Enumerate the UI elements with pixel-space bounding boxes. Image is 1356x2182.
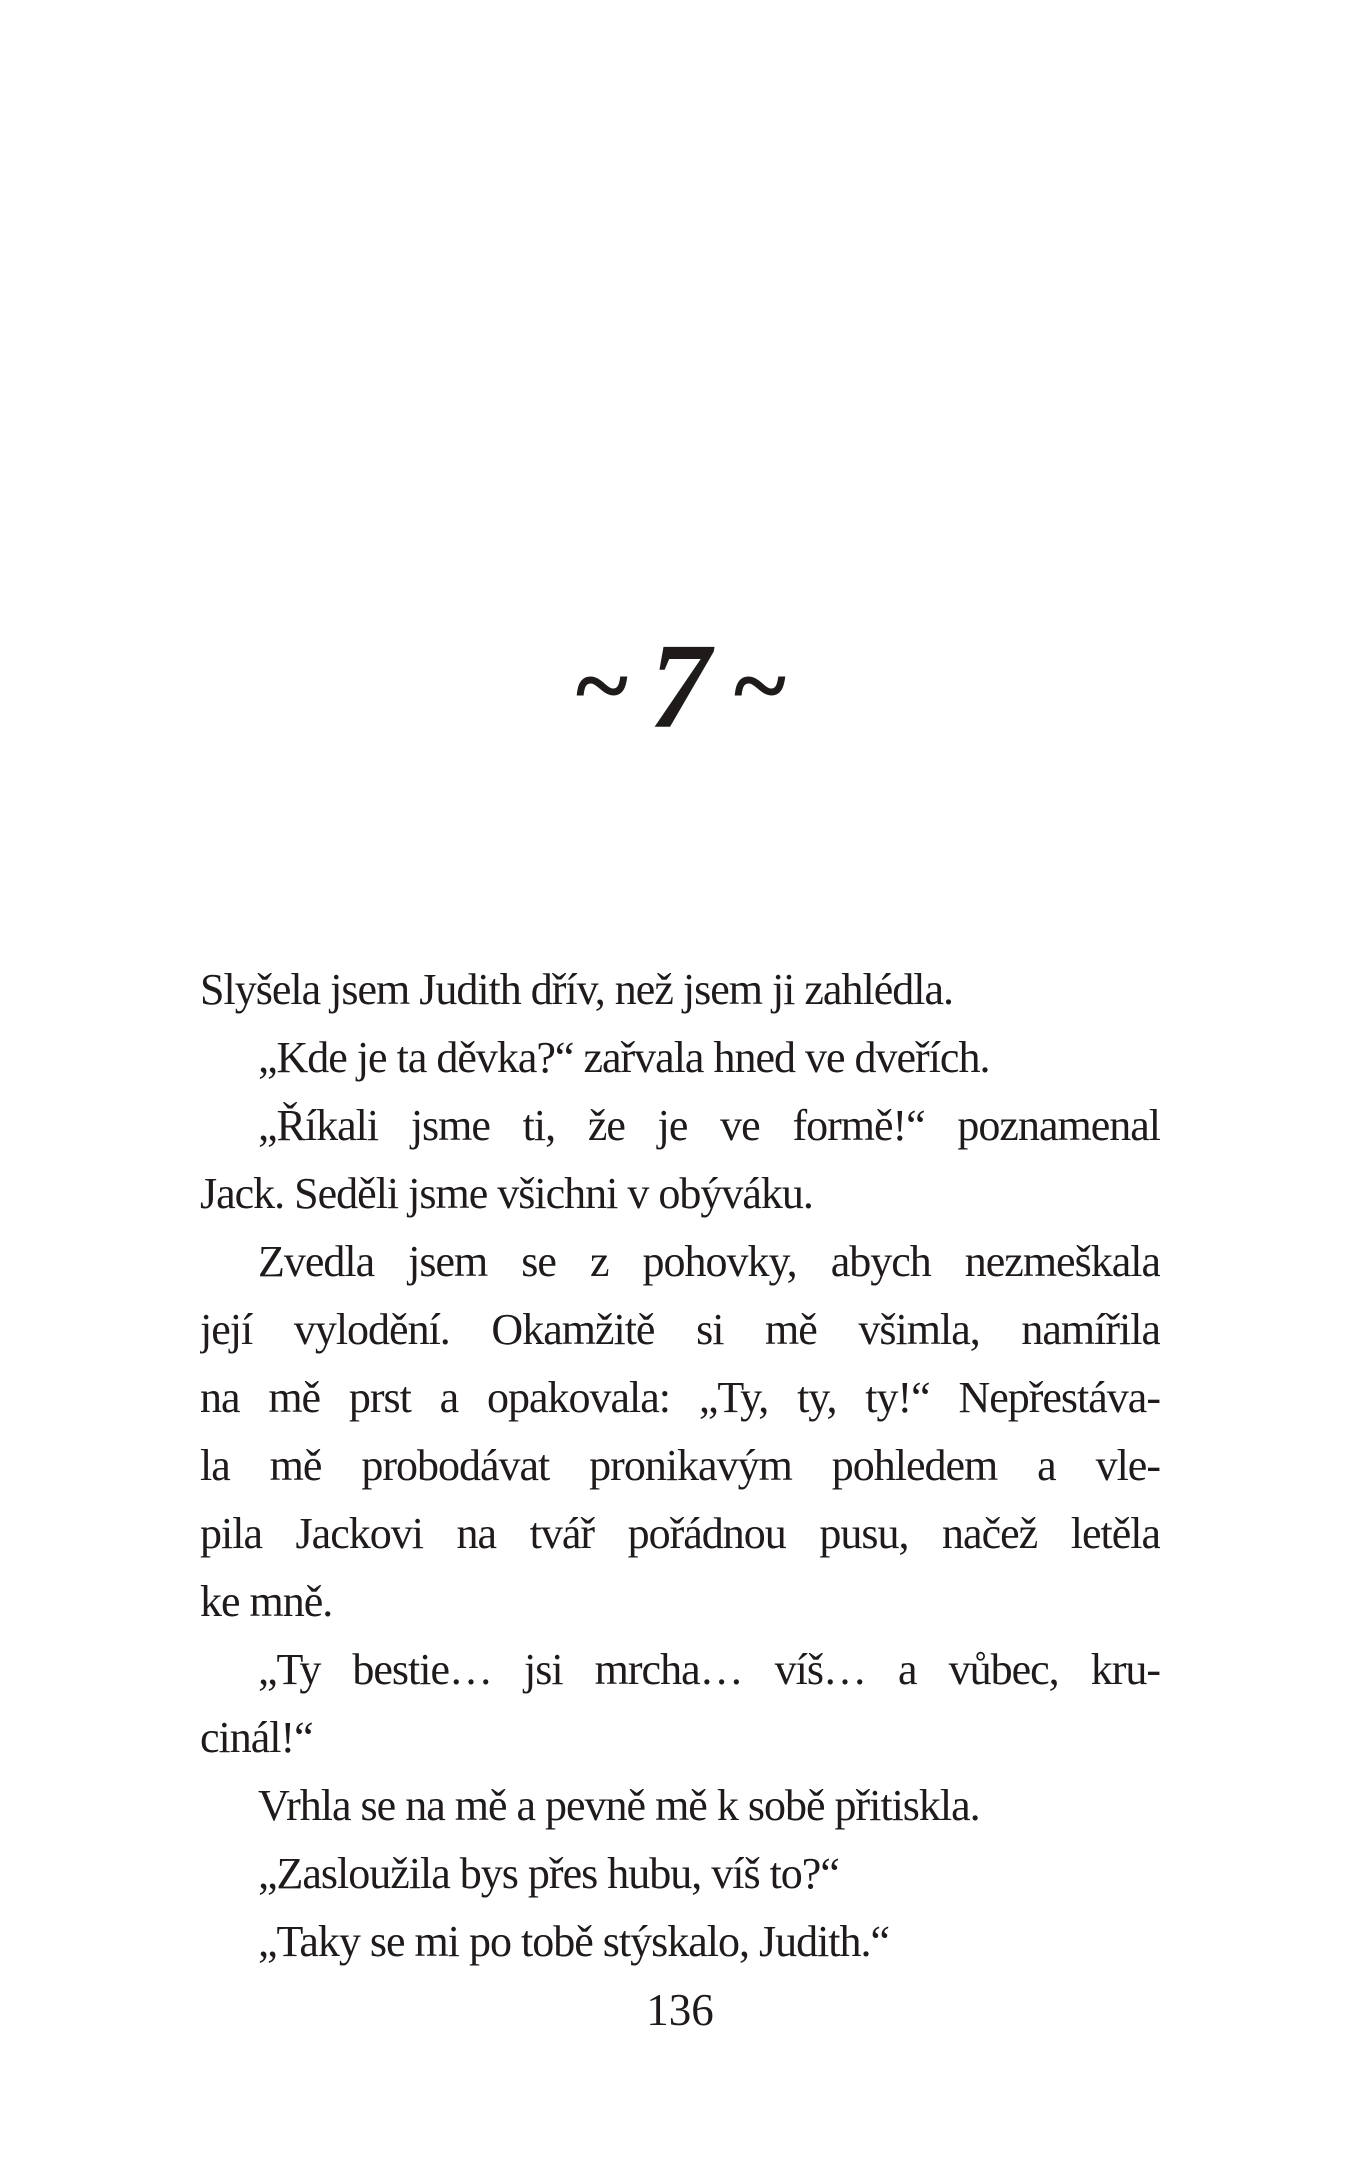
text-line: Jack. Seděli jsme všichni v obýváku. xyxy=(200,1169,813,1218)
chapter-heading xyxy=(200,619,1160,762)
body-text xyxy=(200,956,1160,1976)
text-line: Slyšela jsem Judith dřív, než jsem ji zahlédla. xyxy=(200,965,953,1014)
page-number: 136 xyxy=(646,1985,714,2035)
text-line: pila Jackovi na tvář pořádnou pusu, načež letěla xyxy=(200,1509,1160,1558)
text-line: „Taky se mi po tobě stýskalo, Judith.“ xyxy=(258,1917,890,1966)
text-line: Zvedla jsem se z pohovky, abych nezmeškala xyxy=(258,1237,1160,1286)
text-line: „Ty bestie… jsi mrcha… víš… a vůbec, kru- xyxy=(258,1645,1160,1694)
text-line: Vrhla se na mě a pevně mě k sobě přitiskla. xyxy=(258,1781,980,1830)
heading-ornament-left: ~ xyxy=(572,630,630,741)
text-line: cinál!“ xyxy=(200,1713,313,1762)
text-line: la mě probodávat pronikavým pohledem a vle- xyxy=(200,1441,1160,1490)
chapter-number: 7 xyxy=(649,619,711,754)
text-line: její vylodění. Okamžitě si mě všimla, namířila xyxy=(200,1305,1160,1354)
text-line: na mě prst a opakovala: „Ty, ty, ty!“ Nepřestáva- xyxy=(200,1373,1160,1422)
text-line: „Zasloužila bys přes hubu, víš to?“ xyxy=(258,1849,839,1898)
text-line: „Říkali jsme ti, že je ve formě!“ poznamenal xyxy=(258,1101,1160,1150)
heading-ornament-right: ~ xyxy=(730,630,788,741)
text-line: „Kde je ta děvka?“ zařvala hned ve dveřích. xyxy=(258,1033,990,1082)
text-line: ke mně. xyxy=(200,1577,333,1626)
